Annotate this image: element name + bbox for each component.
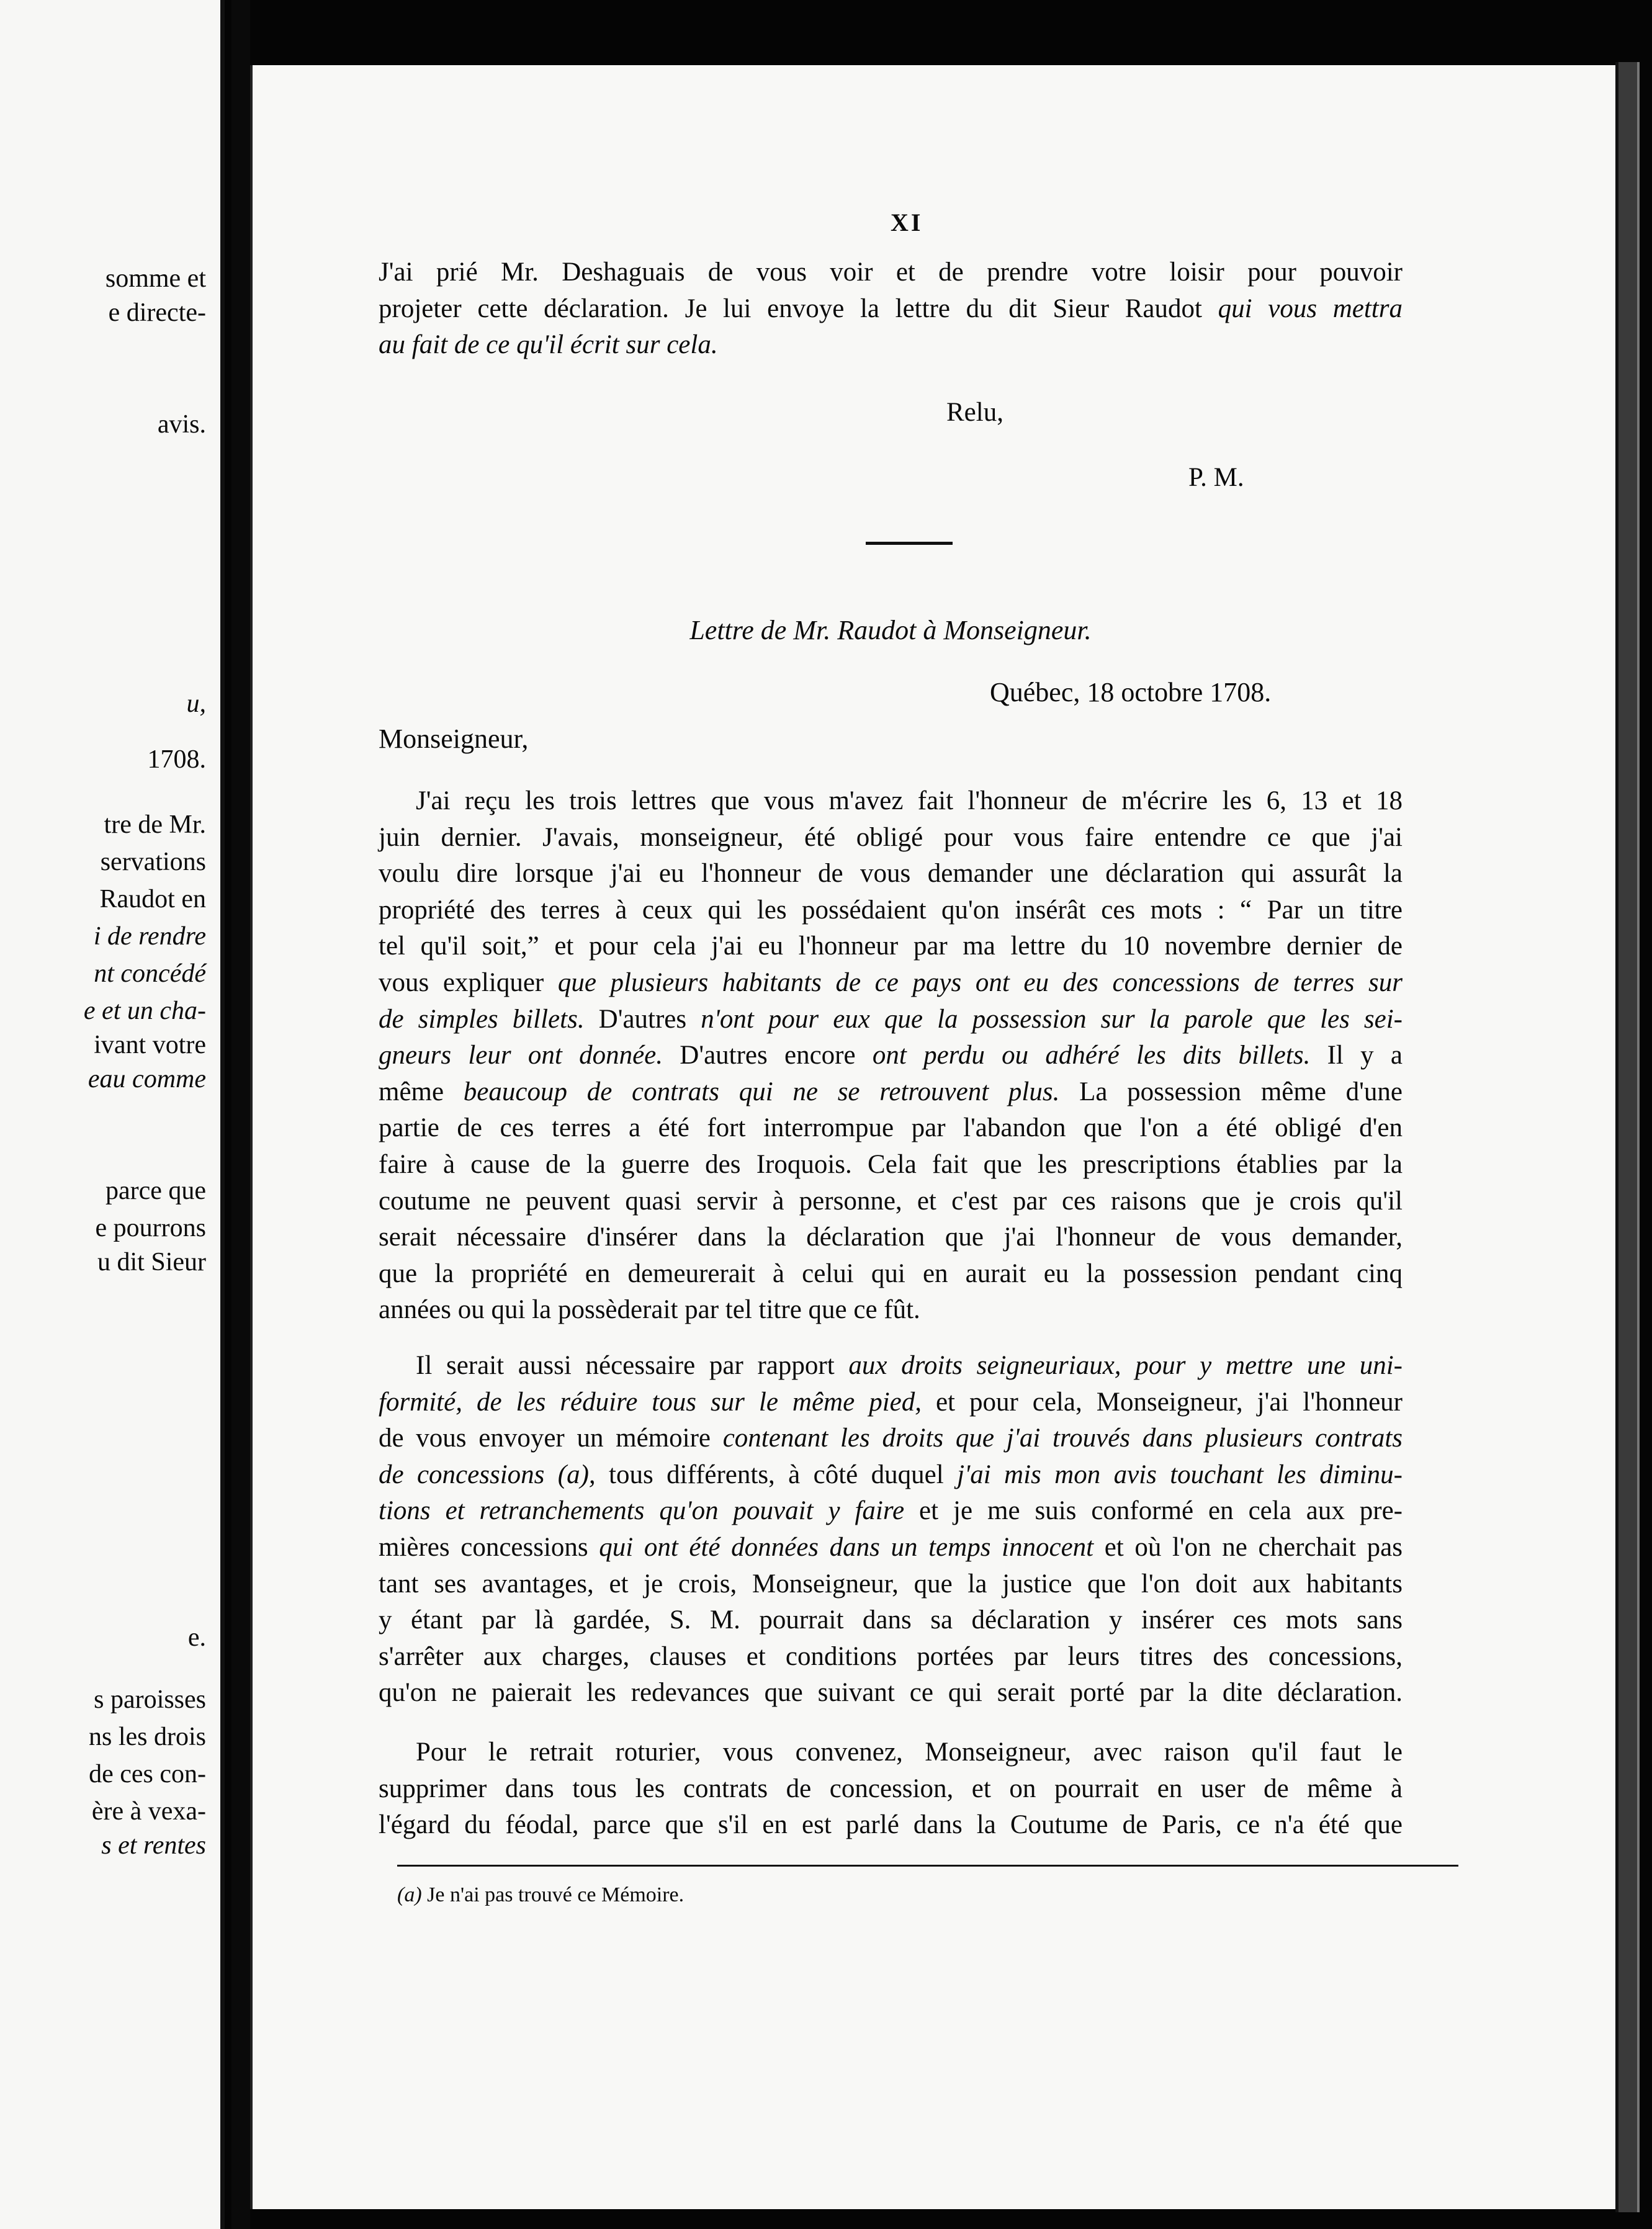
- text-line: vous expliquer que plusieurs habitants de ce pays ont eu des concessions de terres sur: [379, 967, 1403, 997]
- paragraph-2: [379, 1348, 1403, 1711]
- left-page-line: i de rendre: [93, 922, 206, 951]
- footnote-rule: [397, 1865, 1458, 1867]
- text-line: supprimer dans tous les contrats de concession, et on pourrait en user de même à: [379, 1774, 1403, 1803]
- left-page-line: eau comme: [88, 1065, 206, 1093]
- text-line: mières concessions qui ont été données dans un temps innocent et où l'on ne cherchait pas: [379, 1532, 1403, 1562]
- left-page-line: s paroisses: [94, 1685, 206, 1714]
- text-line: coutume ne peuvent quasi servir à personne, et c'est par ces raisons que je crois qu'il: [379, 1186, 1403, 1216]
- dateline: Québec, 18 octobre 1708.: [990, 677, 1272, 707]
- text-line: même beaucoup de contrats qui ne se retrouvent plus. La possession même d'une: [379, 1077, 1403, 1106]
- text-line: au fait de ce qu'il écrit sur cela.: [379, 330, 718, 360]
- initials-signoff: P. M.: [1188, 463, 1244, 492]
- left-page-line: ns les drois: [89, 1723, 206, 1751]
- text-line: juin dernier. J'avais, monseigneur, été obligé pour vous faire entendre ce que j'ai: [379, 822, 1403, 852]
- text-line: que la propriété en demeurerait à celui qui en aurait eu la possession pendant cinq: [379, 1258, 1403, 1288]
- left-page-line: 1708.: [147, 745, 206, 774]
- left-page-line: nt concédé: [94, 959, 206, 988]
- text-line: Il serait aussi nécessaire par rapport aux droits seigneuriaux, pour y mettre une uni-: [416, 1351, 1403, 1380]
- text-line: qu'on ne paierait les redevances que suivant ce qui serait porté par la dite déclaration.: [379, 1678, 1403, 1708]
- text-line: tel qu'il soit,” et pour cela j'ai eu l'honneur par ma lettre du 10 novembre dernier de: [379, 931, 1403, 961]
- letter-heading: Lettre de Mr. Raudot à Monseigneur.: [689, 615, 1092, 645]
- text-line: faire à cause de la guerre des Iroquois. Cela fait que les prescriptions établies par la: [379, 1149, 1403, 1179]
- left-page-line: e pourrons: [95, 1214, 206, 1242]
- left-page-line: s et rentes: [101, 1831, 206, 1860]
- text-line: y étant par là gardée, S. M. pourrait dans sa déclaration y insérer ces mots sans: [379, 1605, 1403, 1635]
- relu-signoff: Relu,: [946, 398, 1003, 427]
- page-edge: [1615, 62, 1640, 2212]
- text-line: années ou qui la possèderait par tel titre que ce fût.: [379, 1295, 920, 1325]
- text-line: partie de ces terres a été fort interrompue par l'abandon que l'on a été obligé d'en: [379, 1113, 1403, 1143]
- left-page-line: parce que: [105, 1177, 206, 1205]
- footnote: (a) Je n'ai pas trouvé ce Mémoire.: [397, 1883, 685, 1906]
- left-page-fragment: [0, 0, 225, 2229]
- left-page-line: e et un cha-: [83, 997, 206, 1025]
- text-line: J'ai prié Mr. Deshaguais de vous voir et de prendre votre loisir pour pouvoir: [379, 258, 1403, 287]
- left-page-line: e.: [187, 1623, 206, 1652]
- text-line: Pour le retrait roturier, vous convenez, Monseigneur, avec raison qu'il faut le: [416, 1738, 1403, 1767]
- text-line: de concessions (a), tous différents, à côté duquel j'ai mis mon avis touchant les diminu-: [379, 1460, 1403, 1489]
- text-line: s'arrêter aux charges, clauses et conditions portées par leurs titres des concessions,: [379, 1641, 1403, 1671]
- left-page-line: ère à vexa-: [91, 1797, 206, 1826]
- text-line: tant ses avantages, et je crois, Monseigneur, que la justice que l'on doit aux habitants: [379, 1569, 1403, 1599]
- section-divider: [866, 542, 953, 545]
- text-line: l'égard du féodal, parce que s'il en est parlé dans la Coutume de Paris, ce n'a été que: [379, 1810, 1403, 1840]
- left-page-line: somme et: [105, 264, 206, 293]
- text-line: formité, de les réduire tous sur le même pied, et pour cela, Monseigneur, j'ai l'honneur: [379, 1387, 1403, 1417]
- left-page-line: avis.: [157, 410, 206, 439]
- text-line: projeter cette déclaration. Je lui envoye la lettre du dit Sieur Raudot qui vous mettra: [379, 294, 1403, 323]
- page-number: XI: [891, 209, 923, 236]
- left-page-line: ivant votre: [94, 1031, 206, 1059]
- paragraph-3: [379, 1734, 1403, 1844]
- paragraph-1: [379, 783, 1403, 1329]
- left-page-line: de ces con-: [89, 1760, 206, 1788]
- intro-paragraph: [379, 254, 1403, 364]
- left-page-line: Raudot en: [99, 885, 206, 913]
- text-line: de simples billets. D'autres n'ont pour eux que la possession sur la parole que les sei-: [379, 1004, 1403, 1034]
- text-line: de vous envoyer un mémoire contenant les droits que j'ai trouvés dans plusieurs contrats: [379, 1424, 1403, 1453]
- text-line: tions et retranchements qu'on pouvait y faire et je me suis conformé en cela aux pre-: [379, 1496, 1403, 1526]
- text-line: propriété des terres à ceux qui les possédaient qu'on insérât ces mots : “ Par un titre: [379, 895, 1403, 925]
- left-page-line: servations: [100, 848, 206, 876]
- left-page-line: u,: [186, 689, 206, 718]
- page-gutter: [231, 0, 250, 2229]
- text-line: serait nécessaire d'insérer dans la déclaration que j'ai l'honneur de vous demander,: [379, 1222, 1403, 1252]
- text-line: J'ai reçu les trois lettres que vous m'avez fait l'honneur de m'écrire les 6, 13 et 18: [416, 786, 1403, 815]
- text-line: voulu dire lorsque j'ai eu l'honneur de vous demander une déclaration qui assurât la: [379, 859, 1403, 889]
- left-page-line: tre de Mr.: [104, 810, 206, 839]
- text-line: gneurs leur ont donnée. D'autres encore ont perdu ou adhéré les dits billets. Il y a: [379, 1041, 1403, 1070]
- salutation: Monseigneur,: [379, 724, 529, 754]
- left-page-line: e directe-: [108, 298, 206, 327]
- left-page-line: u dit Sieur: [97, 1248, 206, 1276]
- book-spine: [220, 0, 225, 2229]
